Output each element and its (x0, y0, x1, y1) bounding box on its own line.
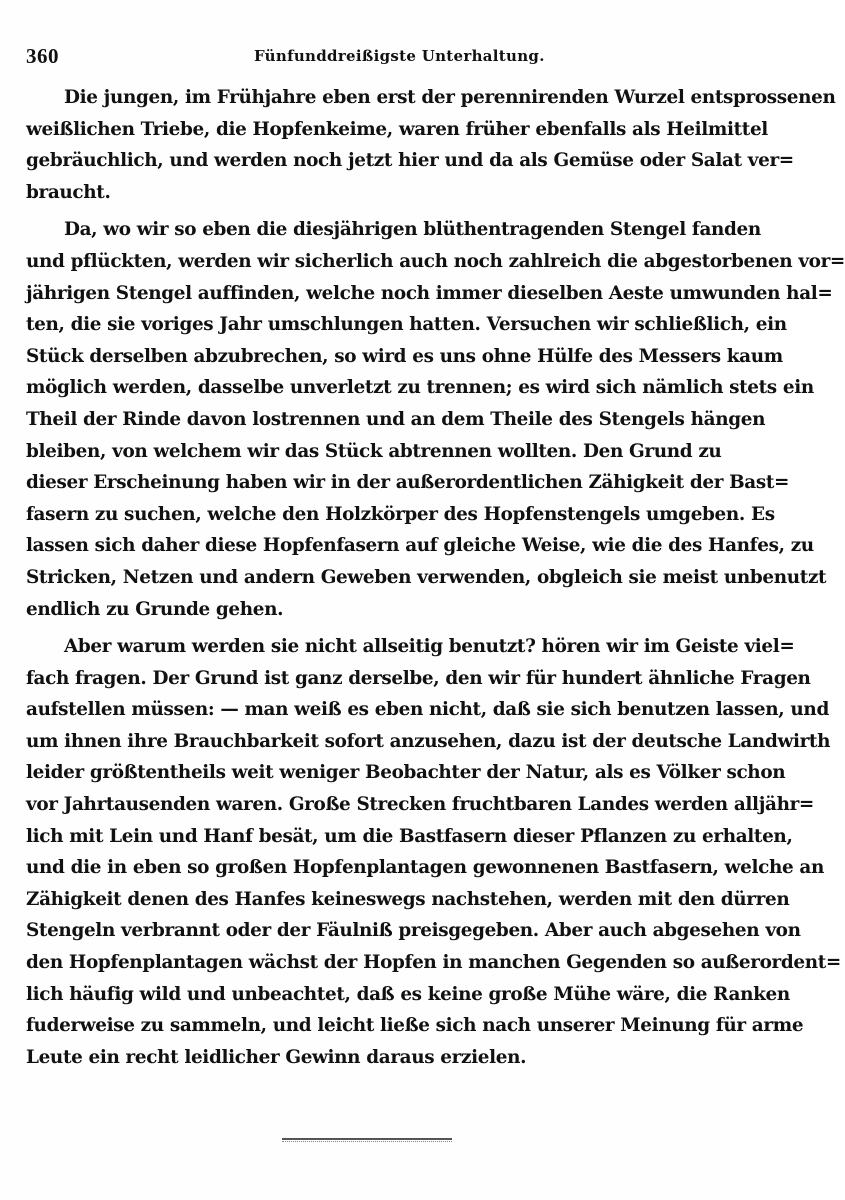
text-line: lassen sich daher diese Hopfenfasern auf gleiche Weise, wie die des Hanfes, zu (26, 535, 814, 557)
text-line: Stricken, Netzen und andern Geweben verwenden, obgleich sie meist unbenutzt (26, 566, 827, 588)
text-line: weißlichen Triebe, die Hopfenkeime, waren früher ebenfalls als Heilmittel (26, 118, 768, 140)
section-divider (282, 1138, 452, 1140)
text-line: ten, die sie voriges Jahr umschlungen hatten. Versuchen wir schließlich, ein (26, 314, 787, 336)
running-head: Fünfunddreißigste Unterhaltung. (254, 47, 545, 65)
text-line: Stück derselben abzubrechen, so wird es uns ohne Hülfe des Messers kaum (26, 345, 783, 367)
text-line: Zähigkeit denen des Hanfes keineswegs nachstehen, werden mit den dürren (26, 888, 790, 910)
section-divider-dotted (282, 1141, 452, 1142)
text-line: lich mit Lein und Hanf besät, um die Bastfasern dieser Pflanzen zu erhalten, (26, 825, 793, 847)
paragraph-2 (26, 214, 845, 625)
text-line: Stengeln verbrannt oder der Fäulniß preisgegeben. Aber auch abgesehen von (26, 920, 801, 942)
text-line: fasern zu suchen, welche den Holzkörper des Hopfenstengels umgeben. Es (26, 503, 775, 525)
text-line: fach fragen. Der Grund ist ganz derselbe, den wir für hundert ähnliche Fragen (26, 667, 811, 689)
text-line: und die in eben so großen Hopfenplantagen gewonnenen Bastfasern, welche an (26, 857, 824, 879)
text-line: Da, wo wir so eben die diesjährigen blüthentragenden Stengel fanden (64, 219, 761, 241)
paragraph-3 (26, 631, 841, 1073)
text-line: um ihnen ihre Brauchbarkeit sofort anzusehen, dazu ist der deutsche Landwirth (26, 730, 831, 752)
text-line: fuderweise zu sammeln, und leicht ließe sich nach unserer Meinung für arme (26, 1015, 804, 1037)
page-number: 360 (26, 44, 59, 68)
text-line: lich häufig wild und unbeachtet, daß es keine große Mühe wäre, die Ranken (26, 983, 790, 1005)
text-line: jährigen Stengel auffinden, welche noch immer dieselben Aeste umwunden hal= (26, 282, 833, 304)
text-line: Aber warum werden sie nicht allseitig benutzt? hören wir im Geiste viel= (64, 636, 795, 658)
text-line: aufstellen müssen: — man weiß es eben nicht, daß sie sich benutzen lassen, und (26, 699, 829, 721)
text-line: den Hopfenplantagen wächst der Hopfen in manchen Gegenden so außerordent= (26, 952, 841, 974)
text-line: und pflückten, werden wir sicherlich auch noch zahlreich die abgestorbenen vor= (26, 250, 845, 272)
text-line: bleiben, von welchem wir das Stück abtrennen wollten. Den Grund zu (26, 440, 722, 462)
text-line: leider größtentheils weit weniger Beobachter der Natur, als es Völker schon (26, 762, 786, 784)
text-line: vor Jahrtausenden waren. Große Strecken fruchtbaren Landes werden alljähr= (26, 794, 814, 816)
text-line: gebräuchlich, und werden noch jetzt hier und da als Gemüse oder Salat ver= (26, 150, 794, 172)
paragraph-1 (26, 82, 836, 208)
body-text (26, 82, 845, 1079)
text-line: dieser Erscheinung haben wir in der außerordentlichen Zähigkeit der Bast= (26, 472, 790, 494)
text-line: möglich werden, dasselbe unverletzt zu trennen; es wird sich nämlich stets ein (26, 377, 814, 399)
text-line: endlich zu Grunde gehen. (26, 598, 284, 620)
text-line: braucht. (26, 181, 111, 203)
text-line: Theil der Rinde davon lostrennen und an dem Theile des Stengels hängen (26, 408, 766, 430)
page-header (26, 44, 716, 70)
text-line: Die jungen, im Frühjahre eben erst der perennirenden Wurzel entsprossenen (64, 87, 836, 108)
text-line: Leute ein recht leidlicher Gewinn daraus erzielen. (26, 1046, 527, 1068)
